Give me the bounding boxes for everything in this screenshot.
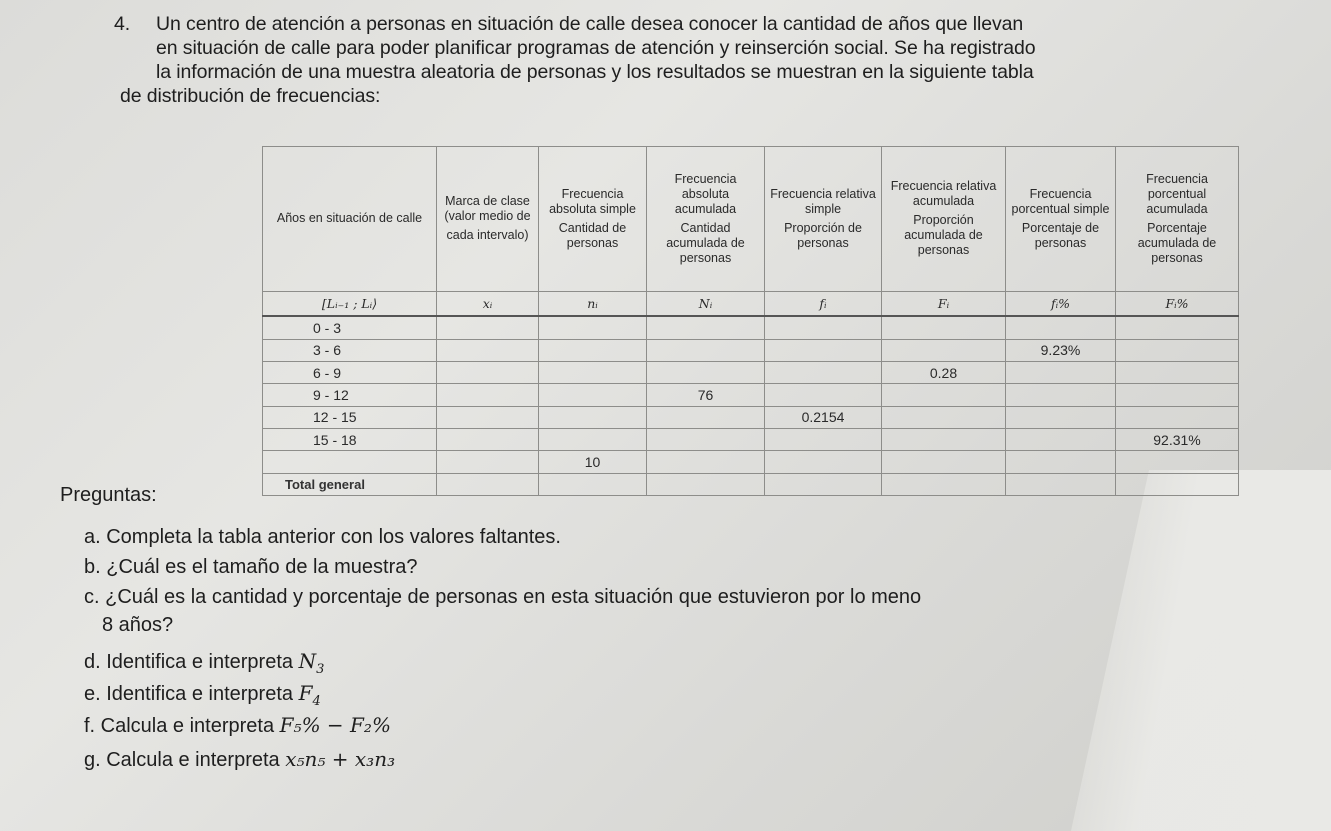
table-cell: 12 - 15 bbox=[263, 406, 437, 428]
table-cell bbox=[1116, 473, 1239, 495]
table-cell bbox=[1006, 384, 1116, 406]
frequency-table bbox=[262, 146, 1239, 496]
symbol-N: Nᵢ bbox=[647, 291, 765, 316]
table-cell: 0.2154 bbox=[765, 406, 882, 428]
header-rel-cumulative: Frecuencia relativa acumulada Proporción acumulada de personas bbox=[882, 147, 1006, 292]
table-cell bbox=[539, 473, 647, 495]
question-c-continuation: 8 años? bbox=[102, 614, 174, 636]
question-d bbox=[84, 649, 324, 682]
table-cell bbox=[1006, 316, 1116, 339]
table-cell bbox=[1116, 451, 1239, 473]
table-cell bbox=[765, 451, 882, 473]
table-cell bbox=[437, 384, 539, 406]
table-row bbox=[263, 406, 1239, 428]
table-cell bbox=[437, 316, 539, 339]
table-cell: 0 - 3 bbox=[263, 316, 437, 339]
table-cell bbox=[647, 406, 765, 428]
table-cell bbox=[539, 428, 647, 450]
table-cell bbox=[647, 316, 765, 339]
table-cell bbox=[882, 451, 1006, 473]
table-cell bbox=[437, 361, 539, 383]
table-row bbox=[263, 339, 1239, 361]
table-cell bbox=[1006, 451, 1116, 473]
table-cell bbox=[647, 428, 765, 450]
header-abs-cumulative: Frecuencia absoluta acumulada Cantidad acumulada de personas bbox=[647, 147, 765, 292]
table-cell bbox=[437, 339, 539, 361]
table-cell bbox=[263, 451, 437, 473]
question-e bbox=[84, 681, 321, 714]
table-cell bbox=[765, 339, 882, 361]
table-cell bbox=[437, 451, 539, 473]
table-symbol-row bbox=[263, 291, 1239, 316]
symbol-f: fᵢ bbox=[765, 291, 882, 316]
header-class-mark: Marca de clase (valor medio de cada intervalo) bbox=[437, 147, 539, 292]
table-cell bbox=[765, 473, 882, 495]
question-e-math: $F_4$ bbox=[298, 681, 321, 709]
table-cell bbox=[882, 316, 1006, 339]
question-e-text: e. Identifica e interpreta bbox=[84, 683, 294, 705]
table-cell: 9 - 12 bbox=[263, 384, 437, 406]
table-cell bbox=[539, 361, 647, 383]
question-g bbox=[84, 747, 395, 772]
table-cell bbox=[539, 406, 647, 428]
table-cell: 0.28 bbox=[882, 361, 1006, 383]
table-cell bbox=[882, 339, 1006, 361]
table-cell bbox=[647, 451, 765, 473]
table-cell: 3 - 6 bbox=[263, 339, 437, 361]
header-abs-simple: Frecuencia absoluta simple Cantidad de personas bbox=[539, 147, 647, 292]
total-label: Total general bbox=[263, 473, 437, 495]
symbol-F: Fᵢ bbox=[882, 291, 1006, 316]
table-header-row bbox=[263, 147, 1239, 292]
table-cell bbox=[539, 316, 647, 339]
table-cell bbox=[1116, 361, 1239, 383]
symbol-n: nᵢ bbox=[539, 291, 647, 316]
table-cell bbox=[765, 361, 882, 383]
table-cell bbox=[765, 316, 882, 339]
table-cell bbox=[647, 339, 765, 361]
symbol-interval: [Lᵢ₋₁ ; Lᵢ⟩ bbox=[263, 291, 437, 316]
questions-title: Preguntas: bbox=[60, 484, 157, 506]
header-years: Años en situación de calle bbox=[263, 147, 437, 292]
table-row bbox=[263, 316, 1239, 339]
table-cell bbox=[539, 339, 647, 361]
paper-shadow bbox=[1071, 470, 1331, 831]
question-d-text: d. Identifica e interpreta bbox=[84, 651, 294, 673]
question-g-text: g. Calcula e interpreta bbox=[84, 749, 280, 771]
table-cell bbox=[1116, 339, 1239, 361]
question-f-text: f. Calcula e interpreta bbox=[84, 715, 275, 737]
header-pct-simple: Frecuencia porcentual simple Porcentaje de personas bbox=[1006, 147, 1116, 292]
table-cell bbox=[765, 428, 882, 450]
symbol-f-pct: fᵢ% bbox=[1006, 291, 1116, 316]
table-cell bbox=[1116, 384, 1239, 406]
table-cell: 10 bbox=[539, 451, 647, 473]
table-cell bbox=[1116, 316, 1239, 339]
table-row bbox=[263, 451, 1239, 473]
table-total-row bbox=[263, 473, 1239, 495]
table-cell bbox=[882, 406, 1006, 428]
problem-number: 4. bbox=[114, 13, 131, 35]
table-cell bbox=[437, 473, 539, 495]
table-cell bbox=[1116, 406, 1239, 428]
table-cell bbox=[647, 361, 765, 383]
question-f-math: F₅% − F₂% bbox=[279, 713, 391, 737]
table-row bbox=[263, 361, 1239, 383]
table-cell bbox=[765, 384, 882, 406]
table-cell bbox=[539, 384, 647, 406]
table-cell bbox=[1006, 406, 1116, 428]
table-cell bbox=[882, 473, 1006, 495]
table-cell: 6 - 9 bbox=[263, 361, 437, 383]
table-cell bbox=[1006, 361, 1116, 383]
table-cell bbox=[882, 384, 1006, 406]
table-cell bbox=[882, 428, 1006, 450]
table-row bbox=[263, 384, 1239, 406]
symbol-x: xᵢ bbox=[437, 291, 539, 316]
table-cell bbox=[647, 473, 765, 495]
symbol-F-pct: Fᵢ% bbox=[1116, 291, 1239, 316]
problem-line: Un centro de atención a personas en situación de calle desea conocer la cantidad de años que llevan bbox=[156, 13, 1024, 35]
problem-line: de distribución de frecuencias: bbox=[120, 85, 381, 107]
table-cell bbox=[437, 406, 539, 428]
question-a: a. Completa la tabla anterior con los valores faltantes. bbox=[84, 526, 561, 548]
table-cell: 9.23% bbox=[1006, 339, 1116, 361]
header-pct-cumulative: Frecuencia porcentual acumulada Porcentaje acumulada de personas bbox=[1116, 147, 1239, 292]
problem-line: en situación de calle para poder planificar programas de atención y reinserción social. Se ha registrado bbox=[156, 37, 1036, 59]
table-cell bbox=[437, 428, 539, 450]
table-row bbox=[263, 428, 1239, 450]
table-cell bbox=[1006, 473, 1116, 495]
problem-line: la información de una muestra aleatoria de personas y los resultados se muestran en la siguiente tabla bbox=[156, 61, 1034, 83]
table-cell: 15 - 18 bbox=[263, 428, 437, 450]
table-cell bbox=[1006, 428, 1116, 450]
problem-statement bbox=[114, 12, 1310, 108]
question-d-math: $N_3$ bbox=[298, 649, 325, 677]
question-b: b. ¿Cuál es el tamaño de la muestra? bbox=[84, 556, 418, 578]
table-cell: 92.31% bbox=[1116, 428, 1239, 450]
question-g-math: x₅n₅ + x₃n₃ bbox=[285, 747, 396, 771]
header-rel-simple: Frecuencia relativa simple Proporción de personas bbox=[765, 147, 882, 292]
question-c: c. ¿Cuál es la cantidad y porcentaje de personas en esta situación que estuvieron por lo meno bbox=[84, 586, 922, 608]
table-cell: 76 bbox=[647, 384, 765, 406]
question-f bbox=[84, 713, 391, 738]
